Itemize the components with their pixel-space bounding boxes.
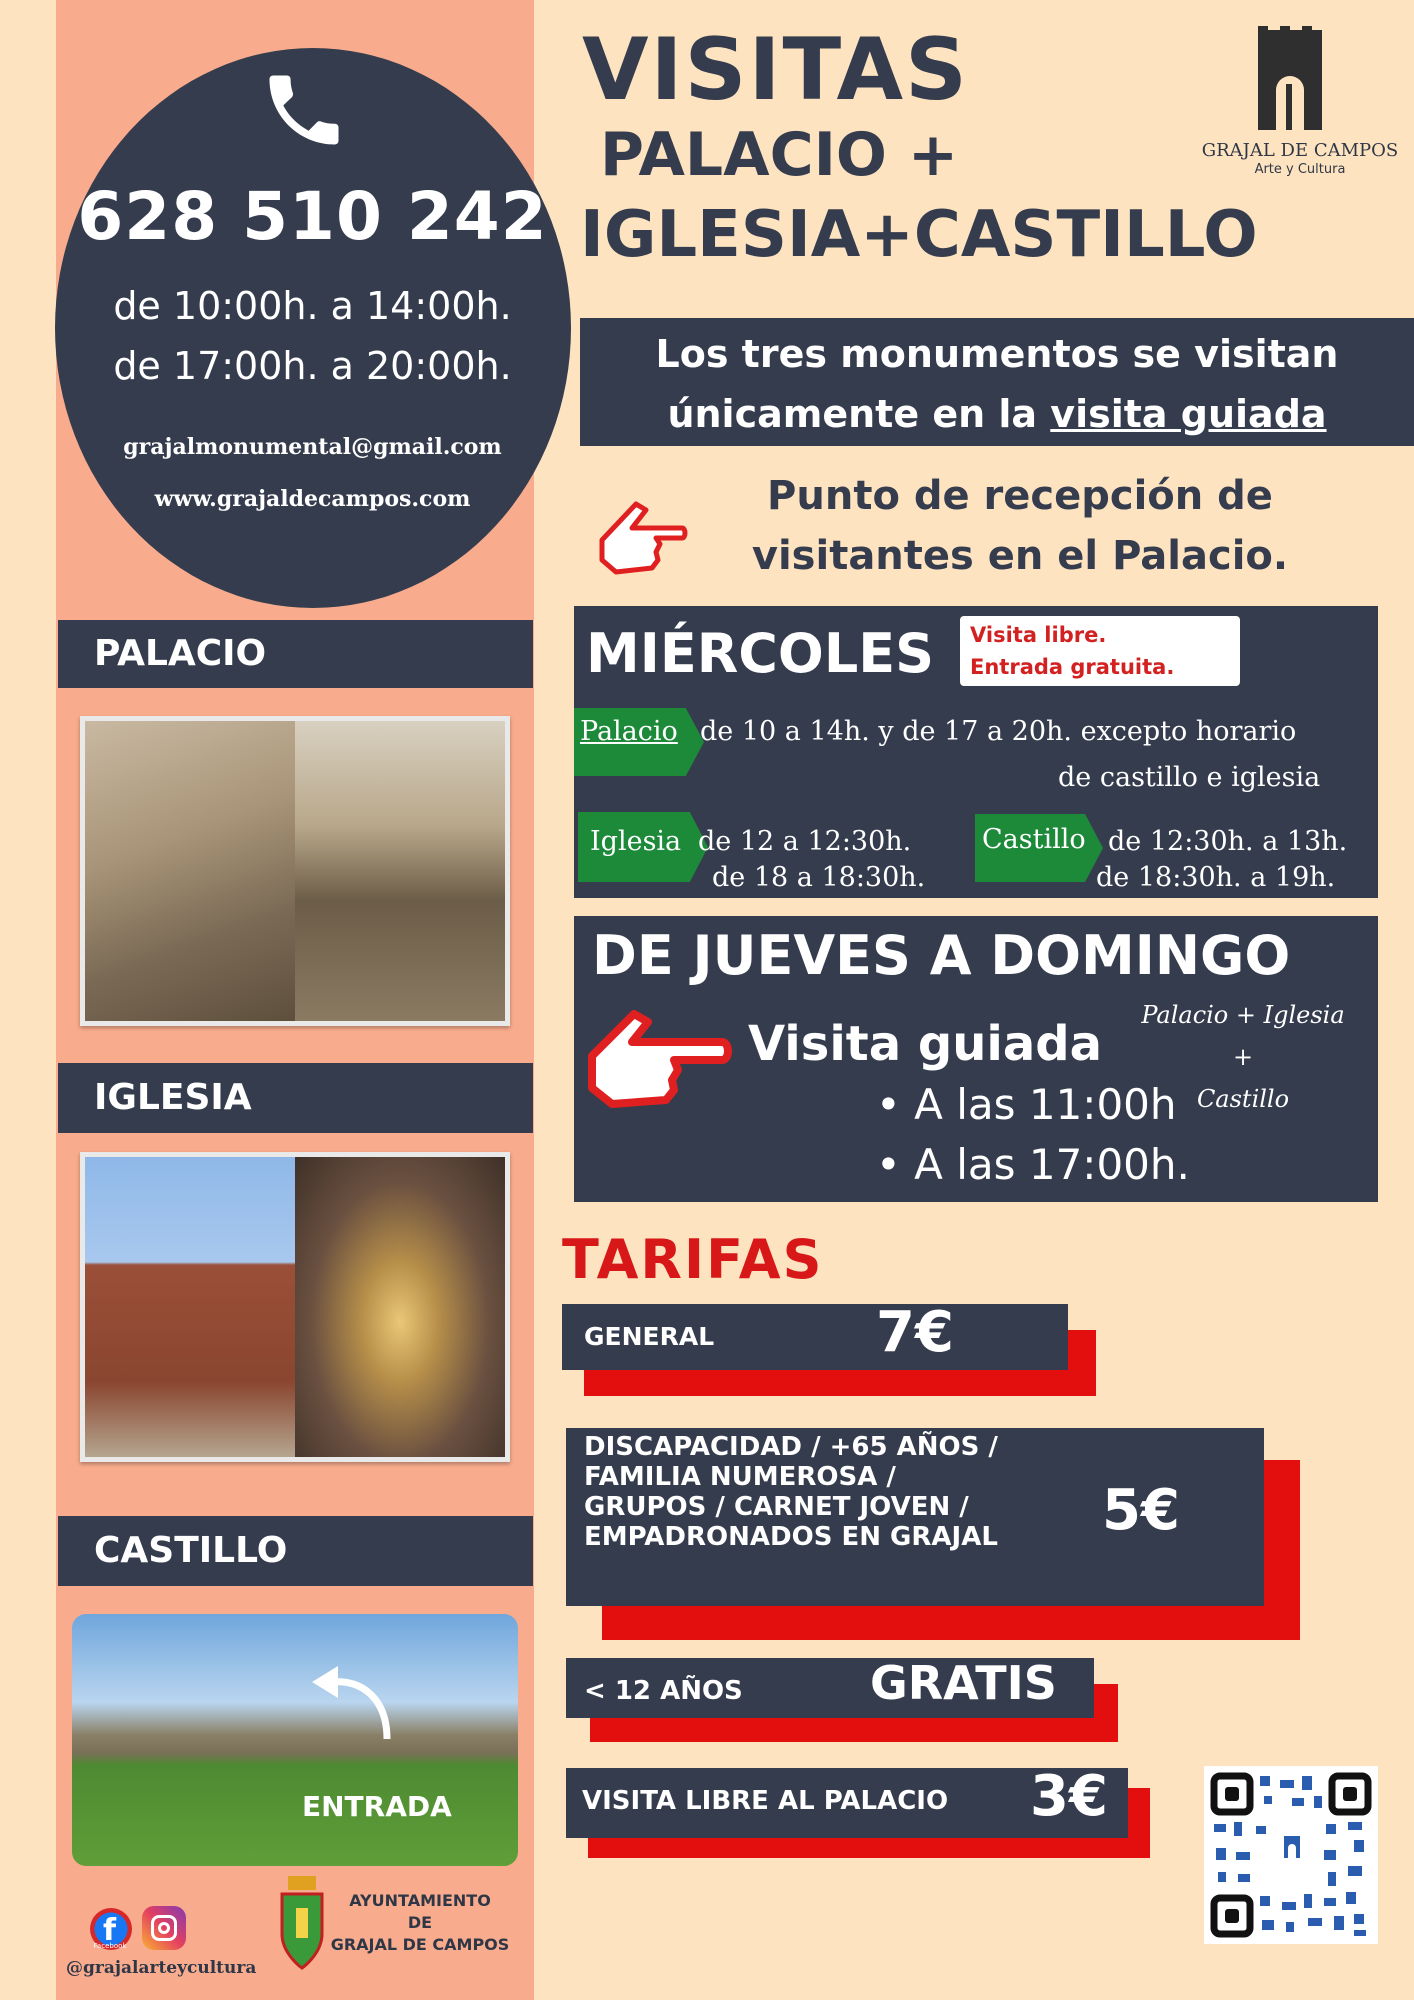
free-entry-badge: [960, 616, 1240, 686]
general-rate-label: GENERAL: [584, 1322, 715, 1351]
palacio-hours-1: de 10 a 14h. y de 17 a 20h. excepto horario: [700, 716, 1297, 747]
palacio-photo: [80, 716, 510, 1026]
email-link[interactable]: grajalmonumental@gmail.com: [123, 434, 502, 460]
general-rate-price: 7€: [876, 1300, 954, 1365]
website-link[interactable]: www.grajaldecampos.com: [154, 486, 471, 512]
phone-number[interactable]: 628 510 242: [77, 178, 548, 255]
palacio-tag-label: Palacio: [580, 716, 678, 747]
pointing-hand-big-icon: [584, 1004, 732, 1114]
phone-icon: [258, 64, 350, 156]
wednesday-title: MIÉRCOLES: [586, 622, 935, 685]
coat-of-arms-icon: [278, 1872, 326, 1972]
pointing-hand-icon: [596, 496, 688, 580]
hours-afternoon: de 17:00h. a 20:00h.: [113, 344, 512, 388]
entrance-arrow-icon: [292, 1664, 402, 1744]
entrance-label: ENTRADA: [302, 1790, 452, 1823]
title-palacio: PALACIO +: [600, 120, 959, 190]
palacio-courtyard-image: [295, 721, 505, 1021]
hours-morning: de 10:00h. a 14:00h.: [113, 284, 512, 328]
banner-line2-underlined: visita guiada: [1050, 392, 1327, 436]
section-header-palacio: PALACIO: [58, 620, 533, 688]
castillo-hours-2: de 18:30h. a 19h.: [1096, 862, 1336, 893]
palacio-stairs-image: [85, 721, 295, 1021]
social-handle[interactable]: @grajalarteycultura: [66, 1958, 257, 1978]
reduced-line-3: GRUPOS / CARNET JOVEN /: [584, 1492, 969, 1522]
iglesia-altar-image: [295, 1157, 505, 1457]
qr-code[interactable]: [1204, 1766, 1378, 1944]
castillo-photo: [72, 1614, 518, 1866]
ayto-line3: GRAJAL DE CAMPOS: [330, 1935, 510, 1954]
logo-tagline: Arte y Cultura: [1254, 162, 1346, 177]
section-header-iglesia: IGLESIA: [58, 1063, 533, 1133]
iglesia-photo: [80, 1152, 510, 1462]
guided-time-2: • A las 17:00h.: [876, 1140, 1190, 1189]
banner-line2: [580, 384, 1414, 444]
reception-line1: Punto de recepción de: [767, 473, 1273, 519]
reduced-line-1: DISCAPACIDAD / +65 AÑOS /: [584, 1432, 998, 1462]
title-iglesia-castillo: IGLESIA+CASTILLO: [580, 198, 1258, 272]
reduced-line-2: FAMILIA NUMEROSA /: [584, 1462, 896, 1492]
banner-line1: Los tres monumentos se visitan: [655, 332, 1339, 376]
ayto-line1: AYUNTAMIENTO: [349, 1891, 491, 1910]
banner-line2-prefix: únicamente en la: [667, 392, 1051, 436]
combo-line2: Castillo: [1196, 1085, 1290, 1113]
palacio-hours-2: de castillo e iglesia: [1058, 762, 1321, 793]
guided-only-banner: [580, 318, 1414, 446]
reduced-line-4: EMPADRONADOS EN GRAJAL: [584, 1522, 998, 1552]
grajal-logo-icon: [1250, 26, 1330, 136]
ayuntamiento-label: [330, 1890, 510, 1956]
palace-rate-label: VISITA LIBRE AL PALACIO: [582, 1786, 949, 1816]
palace-rate-price: 3€: [1030, 1764, 1108, 1829]
guided-visit-label: Visita guiada: [748, 1016, 1102, 1072]
tarifas-title: TARIFAS: [562, 1228, 824, 1291]
ayto-line2: DE: [407, 1913, 433, 1932]
kids-rate-label: < 12 AÑOS: [584, 1676, 743, 1706]
badge-line2: Entrada gratuita.: [970, 655, 1175, 679]
reduced-rate-label: [584, 1432, 998, 1552]
iglesia-tag-label: Iglesia: [590, 826, 682, 857]
combo-line1: Palacio + Iglesia +: [1141, 1001, 1345, 1071]
iglesia-hours-2: de 18 a 18:30h.: [712, 862, 926, 893]
castillo-hours-1: de 12:30h. a 13h.: [1108, 826, 1348, 857]
reduced-rate-price: 5€: [1102, 1478, 1180, 1543]
reception-line2: visitantes en el Palacio.: [751, 533, 1289, 579]
badge-line1: Visita libre.: [970, 623, 1107, 647]
facebook-icon[interactable]: f: [90, 1908, 132, 1950]
castillo-tag-label: Castillo: [982, 824, 1086, 855]
reception-point-text: [690, 466, 1350, 586]
iglesia-hours-1: de 12 a 12:30h.: [698, 826, 912, 857]
section-header-castillo: CASTILLO: [58, 1516, 533, 1586]
qr-code-icon: [1204, 1766, 1378, 1944]
guided-time-1: • A las 11:00h: [876, 1080, 1177, 1129]
iglesia-exterior-image: [85, 1157, 295, 1457]
kids-rate-price: GRATIS: [870, 1656, 1057, 1710]
thursday-sunday-title: DE JUEVES A DOMINGO: [592, 924, 1291, 987]
title-visitas: VISITAS: [582, 20, 969, 120]
logo-name: GRAJAL DE CAMPOS: [1201, 140, 1399, 161]
instagram-icon[interactable]: [142, 1906, 186, 1950]
facebook-label: Facebook: [93, 1942, 127, 1950]
